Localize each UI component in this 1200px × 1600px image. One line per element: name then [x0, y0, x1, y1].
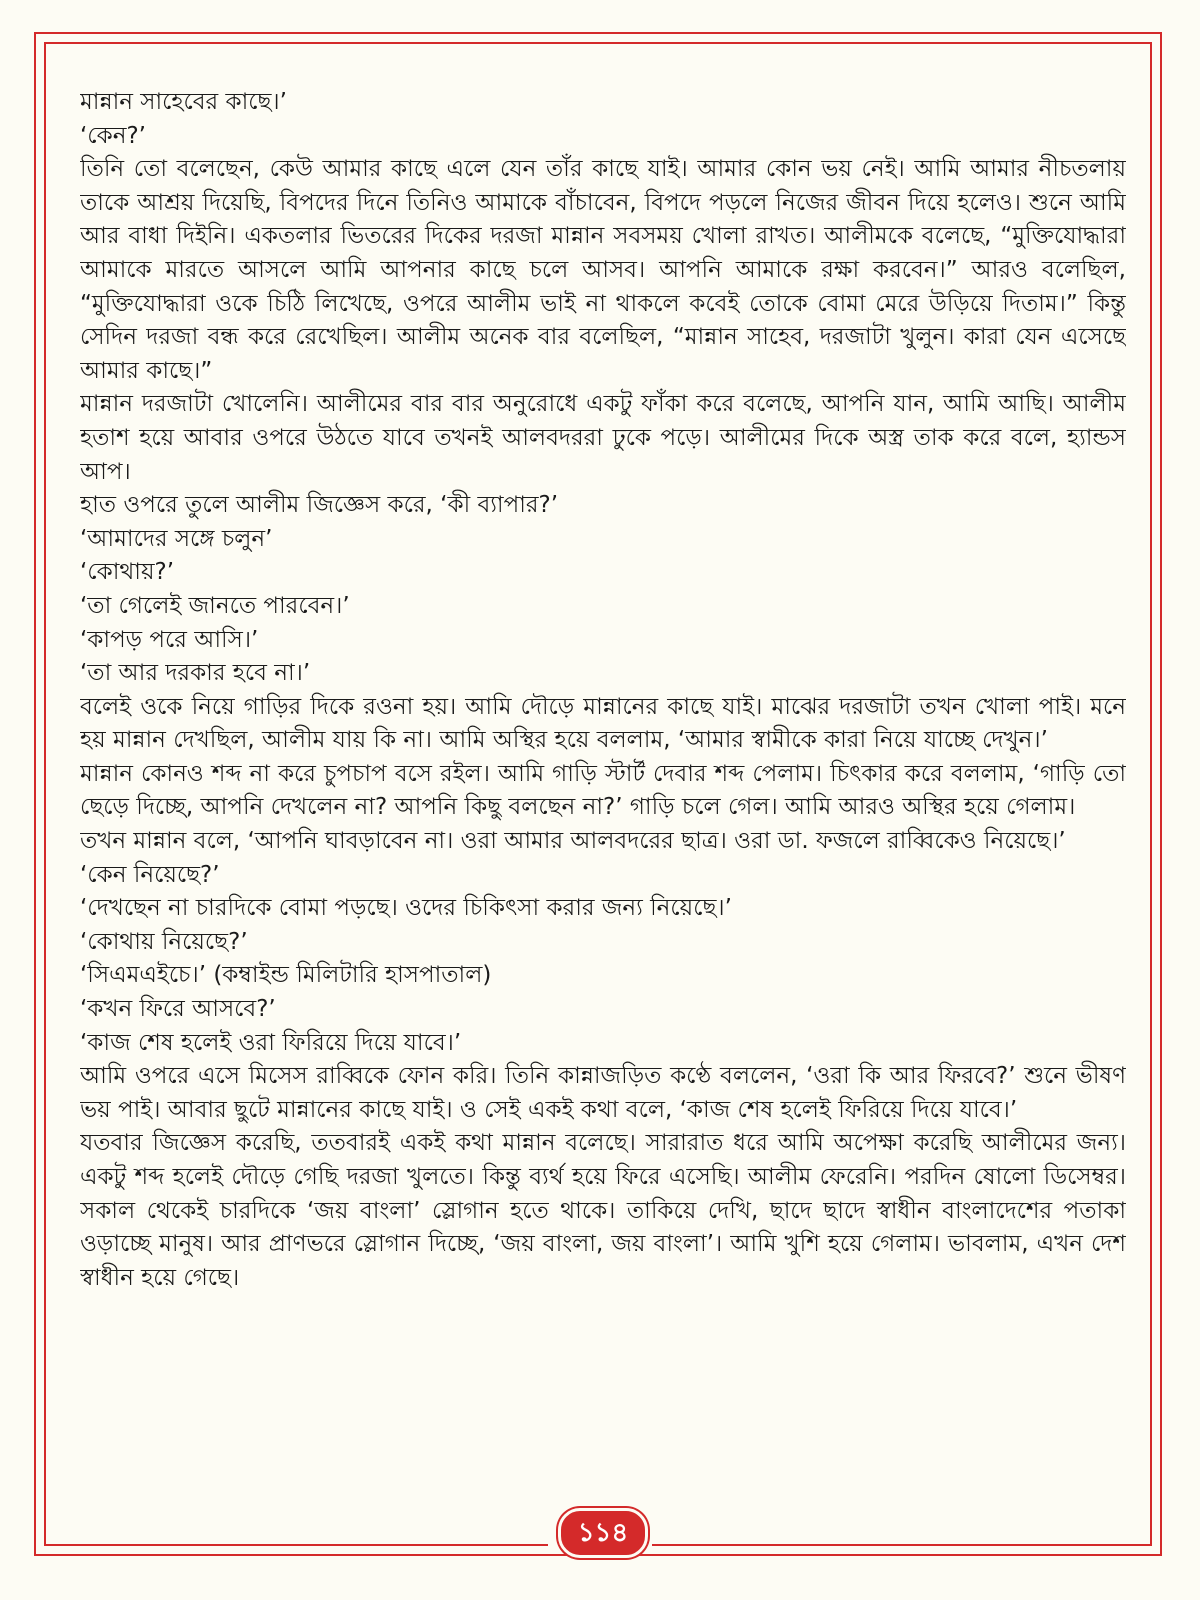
paragraph: তিনি তো বলেছেন, কেউ আমার কাছে এলে যেন তাঁর কাছে যাই। আমার কোন ভয় নেই। আমি আমার নীচতলায় তাকে আশ্রয় দিয়েছি, বিপদের দিনে তিনিও আমাকে বাঁচাবেন, বিপদে পড়লে নিজের জীবন দিয়ে হলেও। শুনে আমি আর বাধা দিইনি। একতলার ভিতরের দিকের দরজা মান্নান সবসময় খোলা রাখত। আলীমকে বলেছে, “মুক্তিযোদ্ধারা আমাকে মারতে আসলে আমি আপনার কাছে চলে আসব। আপনি আমাকে রক্ষা করবেন।” আরও বলেছিল, “মুক্তিযোদ্ধারা ওকে চিঠি লিখেছে, ওপরে আলীম ভাই না থাকলে কবেই তোকে বোমা মেরে উড়িয়ে দিতাম।” কিন্তু সেদিন দরজা বন্ধ করে রেখেছিল। আলীম অনেক বার বলেছিল, “মান্নান সাহেব, দরজাটা খুলুন। কারা যেন এসেছে আমার কাছে।” [80, 156, 1126, 384]
paragraph: হাত ওপরে তুলে আলীম জিজ্ঞেস করে, ‘কী ব্যাপার?’ [80, 492, 559, 519]
page-number: ১১৪ [558, 1508, 648, 1558]
paragraph: ‘কাপড় পরে আসি।’ [80, 626, 259, 653]
paragraph: মান্নান দরজাটা খোলেনি। আলীমের বার বার অনুরোধে একটু ফাঁকা করে বলেছে, আপনি যান, আমি আছি। আলীম হতাশ হয়ে আবার ওপরে উঠতে যাবে তখনই আলবদররা ঢুকে পড়ে। আলীমের দিকে অস্ত্র তাক করে বলে, হ্যান্ডস আপ। [80, 391, 1126, 485]
paragraph: ‘আমাদের সঙ্গে চলুন’ [80, 525, 273, 552]
page-text [80, 86, 1126, 1516]
paragraph: ‘কেন?’ [80, 122, 146, 149]
paragraph: ‘কখন ফিরে আসবে?’ [80, 996, 276, 1023]
paragraph: ‘তা গেলেই জানতে পারবেন।’ [80, 592, 350, 619]
paragraph: তখন মান্নান বলে, ‘আপনি ঘাবড়াবেন না। ওরা আমার আলবদরের ছাত্র। ওরা ডা. ফজলে রাব্বিকেও নিয়েছে।’ [80, 828, 1066, 855]
paragraph: ‘সিএমএইচে।’ (কম্বাইন্ড মিলিটারি হাসপাতাল) [80, 962, 492, 989]
paragraph: যতবার জিজ্ঞেস করেছি, ততবারই একই কথা মান্নান বলেছে। সারারাত ধরে আমি অপেক্ষা করেছি আলীমের জন্য। একটু শব্দ হলেই দৌড়ে গেছি দরজা খুলতে। কিন্তু ব্যর্থ হয়ে ফিরে এসেছি। আলীম ফেরেনি। পরদিন ষোলো ডিসেম্বর। সকাল থেকেই চারদিকে ‘জয় বাংলা’ স্লোগান হতে থাকে। তাকিয়ে দেখি, ছাদে ছাদে স্বাধীন বাংলাদেশের পতাকা ওড়াচ্ছে মানুষ। আর প্রাণভরে স্লোগান দিচ্ছে, ‘জয় বাংলা, জয় বাংলা’। আমি খুশি হয়ে গেলাম। ভাবলাম, এখন দেশ স্বাধীন হয়ে গেছে। [80, 1130, 1126, 1291]
paragraph: ‘তা আর দরকার হবে না।’ [80, 660, 311, 687]
paragraph: ‘কোথায়?’ [80, 559, 175, 586]
paragraph: মান্নান কোনও শব্দ না করে চুপচাপ বসে রইল। আমি গাড়ি স্টার্ট দেবার শব্দ পেলাম। চিৎকার করে বললাম, ‘গাড়ি তো ছেড়ে দিচ্ছে, আপনি দেখলেন না? আপনি কিছু বলছেন না?’ গাড়ি চলে গেল। আমি আরও অস্থির হয়ে গেলাম। [80, 760, 1126, 821]
paragraph: ‘কেন নিয়েছে?’ [80, 861, 220, 888]
paragraph: ‘কোথায় নিয়েছে?’ [80, 928, 248, 955]
paragraph: বলেই ওকে নিয়ে গাড়ির দিকে রওনা হয়। আমি দৌড়ে মান্নানের কাছে যাই। মাঝের দরজাটা তখন খোলা পাই। মনে হয় মান্নান দেখছিল, আলীম যায় কি না। আমি অস্থির হয়ে বললাম, ‘আমার স্বামীকে কারা নিয়ে যাচ্ছে দেখুন।’ [80, 693, 1126, 754]
paragraph: আমি ওপরে এসে মিসেস রাব্বিকে ফোন করি। তিনি কান্নাজড়িত কণ্ঠে বললেন, ‘ওরা কি আর ফিরবে?’ শুনে ভীষণ ভয় পাই। আবার ছুটে মান্নানের কাছে যাই। ও সেই একই কথা বলে, ‘কাজ শেষ হলেই ফিরিয়ে দিয়ে যাবে।’ [80, 1063, 1126, 1123]
paragraph: ‘কাজ শেষ হলেই ওরা ফিরিয়ে দিয়ে যাবে।’ [80, 1029, 462, 1056]
paragraph: ‘দেখছেন না চারদিকে বোমা পড়ছে। ওদের চিকিৎসা করার জন্য নিয়েছে।’ [80, 895, 732, 922]
paragraph: মান্নান সাহেবের কাছে।’ [80, 89, 287, 115]
